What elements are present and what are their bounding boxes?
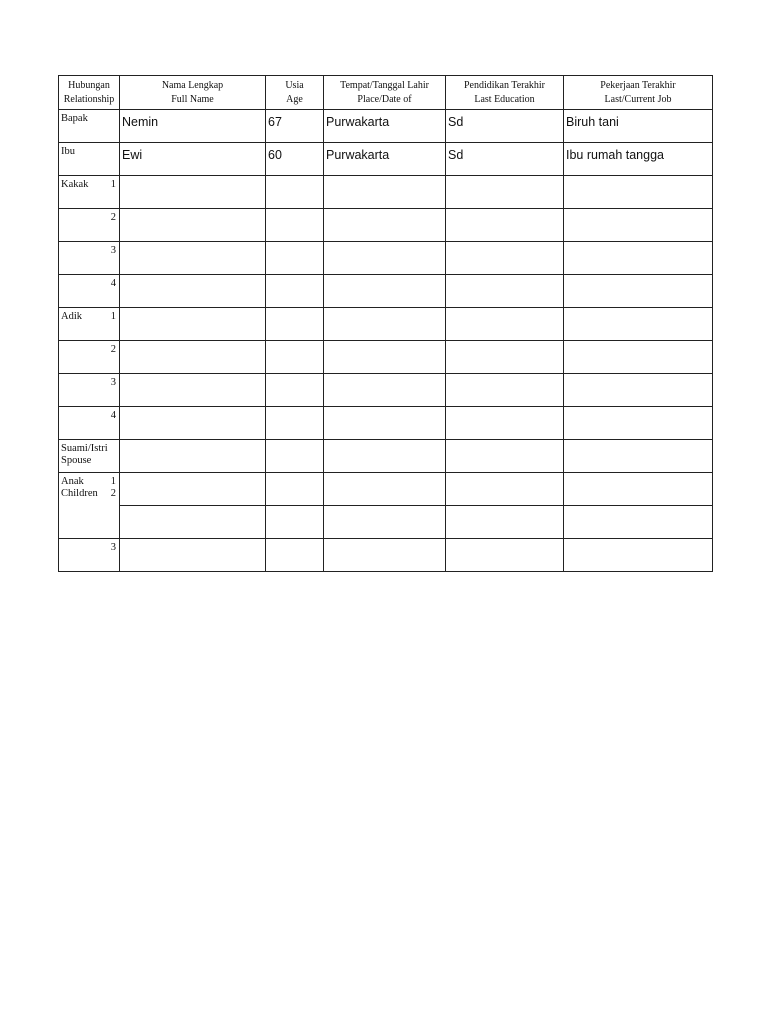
name-field[interactable] <box>120 242 266 275</box>
table-row-bapak <box>59 110 713 143</box>
birthplace-field[interactable] <box>324 506 446 539</box>
table-row-adik-1 <box>59 308 713 341</box>
name-field[interactable] <box>120 407 266 440</box>
job-field[interactable] <box>564 473 713 506</box>
name-field[interactable] <box>120 308 266 341</box>
age-field[interactable] <box>266 440 324 473</box>
name-field[interactable] <box>120 176 266 209</box>
age-field[interactable] <box>266 473 324 506</box>
education-field[interactable] <box>446 308 564 341</box>
job-field[interactable] <box>564 176 713 209</box>
row-number: 3 <box>59 374 120 407</box>
table-row-kakak-1 <box>59 176 713 209</box>
education-field[interactable] <box>446 473 564 506</box>
age-field[interactable] <box>266 275 324 308</box>
name-field[interactable] <box>120 473 266 506</box>
name-field[interactable] <box>120 506 266 539</box>
birthplace-field[interactable] <box>324 275 446 308</box>
row-number: 1 <box>110 179 116 190</box>
job-field[interactable]: Ibu rumah tangga <box>564 143 713 176</box>
table-row-anak-2 <box>59 506 713 539</box>
row-number: 1 <box>110 476 116 487</box>
job-field[interactable] <box>564 242 713 275</box>
job-field[interactable] <box>564 341 713 374</box>
birthplace-field[interactable] <box>324 374 446 407</box>
education-field[interactable] <box>446 374 564 407</box>
birthplace-field[interactable] <box>324 407 446 440</box>
age-field[interactable] <box>266 242 324 275</box>
job-field[interactable] <box>564 407 713 440</box>
header-row <box>59 76 713 110</box>
name-field[interactable] <box>120 275 266 308</box>
job-field[interactable] <box>564 539 713 572</box>
table-row-kakak-2 <box>59 209 713 242</box>
age-field[interactable] <box>266 407 324 440</box>
name-field[interactable] <box>120 209 266 242</box>
table-row-anak-3 <box>59 539 713 572</box>
table-row-adik-2 <box>59 341 713 374</box>
age-field[interactable]: 67 <box>266 110 324 143</box>
birthplace-field[interactable] <box>324 473 446 506</box>
job-field[interactable] <box>564 374 713 407</box>
header-full-name: Nama Lengkap Full Name <box>120 76 266 110</box>
header-education: Pendidikan Terakhir Last Education <box>446 76 564 110</box>
education-field[interactable] <box>446 407 564 440</box>
education-field[interactable] <box>446 275 564 308</box>
education-field[interactable] <box>446 539 564 572</box>
table-row-anak-1 <box>59 473 713 506</box>
name-field[interactable] <box>120 341 266 374</box>
education-field[interactable] <box>446 242 564 275</box>
table-row-adik-4 <box>59 407 713 440</box>
job-field[interactable] <box>564 506 713 539</box>
birthplace-field[interactable] <box>324 176 446 209</box>
education-field[interactable]: Sd <box>446 143 564 176</box>
relationship-cell <box>59 473 120 539</box>
relationship-cell <box>59 176 120 209</box>
header-relationship: Hubungan Relationship <box>59 76 120 110</box>
education-field[interactable] <box>446 209 564 242</box>
row-number: 4 <box>59 407 120 440</box>
job-field[interactable]: Biruh tani <box>564 110 713 143</box>
birthplace-field[interactable] <box>324 209 446 242</box>
relationship-label: Ibu <box>61 146 75 157</box>
birthplace-field[interactable] <box>324 440 446 473</box>
age-field[interactable] <box>266 539 324 572</box>
age-field[interactable] <box>266 341 324 374</box>
job-field[interactable] <box>564 308 713 341</box>
name-field[interactable] <box>120 539 266 572</box>
relationship-cell <box>59 110 120 143</box>
row-number: 4 <box>59 275 120 308</box>
relationship-label-en: Children <box>61 488 98 499</box>
name-field[interactable]: Ewi <box>120 143 266 176</box>
age-field[interactable]: 60 <box>266 143 324 176</box>
table-row-kakak-4 <box>59 275 713 308</box>
name-field[interactable]: Nemin <box>120 110 266 143</box>
education-field[interactable] <box>446 440 564 473</box>
education-field[interactable] <box>446 341 564 374</box>
education-field[interactable] <box>446 506 564 539</box>
job-field[interactable] <box>564 209 713 242</box>
birthplace-field[interactable] <box>324 539 446 572</box>
birthplace-field[interactable]: Purwakarta <box>324 143 446 176</box>
relationship-label: Bapak <box>61 113 88 124</box>
table-row-ibu <box>59 143 713 176</box>
age-field[interactable] <box>266 308 324 341</box>
row-number: 2 <box>59 209 120 242</box>
job-field[interactable] <box>564 440 713 473</box>
relationship-label: Kakak <box>61 179 89 190</box>
table-row-spouse <box>59 440 713 473</box>
header-job: Pekerjaan Terakhir Last/Current Job <box>564 76 713 110</box>
age-field[interactable] <box>266 209 324 242</box>
birthplace-field[interactable] <box>324 242 446 275</box>
birthplace-field[interactable] <box>324 341 446 374</box>
age-field[interactable] <box>266 506 324 539</box>
relationship-cell <box>59 440 120 473</box>
row-number: 2 <box>59 341 120 374</box>
row-number: 3 <box>59 242 120 275</box>
row-number: 1 <box>110 311 116 322</box>
relationship-cell <box>59 308 120 341</box>
table-row-kakak-3 <box>59 242 713 275</box>
row-number: 2 <box>110 488 116 499</box>
relationship-cell <box>59 143 120 176</box>
education-field[interactable]: Sd <box>446 110 564 143</box>
row-number: 3 <box>59 539 120 572</box>
table-row-adik-3 <box>59 374 713 407</box>
birthplace-field[interactable]: Purwakarta <box>324 110 446 143</box>
job-field[interactable] <box>564 275 713 308</box>
age-field[interactable] <box>266 176 324 209</box>
relationship-label: Adik <box>61 311 82 322</box>
name-field[interactable] <box>120 440 266 473</box>
family-table <box>58 75 713 572</box>
name-field[interactable] <box>120 374 266 407</box>
relationship-label: Suami/Istri <box>61 443 108 454</box>
header-age: Usia Age <box>266 76 324 110</box>
age-field[interactable] <box>266 374 324 407</box>
header-birthplace: Tempat/Tanggal Lahir Place/Date of <box>324 76 446 110</box>
relationship-label-en: Spouse <box>61 455 92 466</box>
education-field[interactable] <box>446 176 564 209</box>
birthplace-field[interactable] <box>324 308 446 341</box>
relationship-label: Anak <box>61 476 84 487</box>
